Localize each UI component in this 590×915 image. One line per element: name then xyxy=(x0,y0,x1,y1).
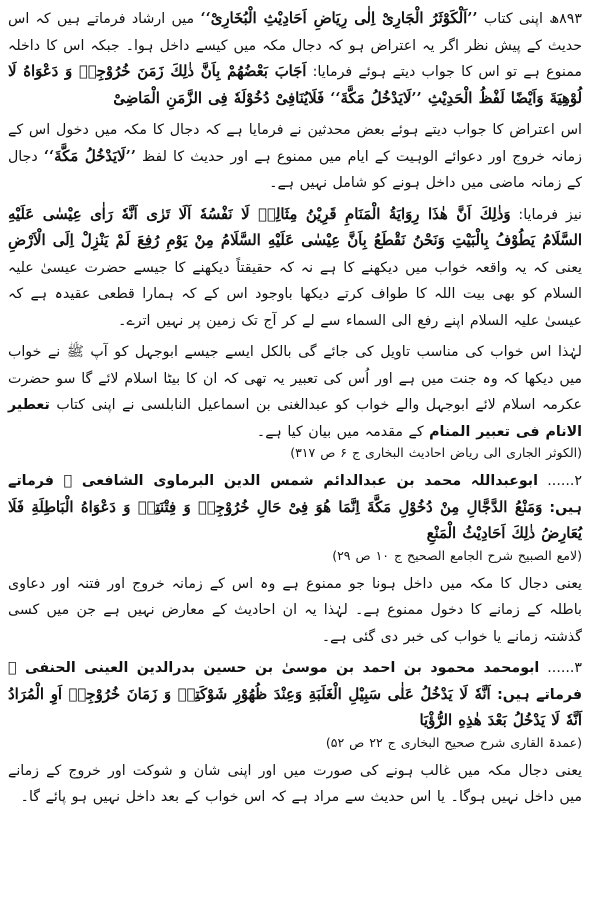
body-text: نیز فرمایا: xyxy=(510,206,582,223)
body-text: اس اعتراض کا جواب دیتے ہوئے بعض محدثین نے فرمایا ہے کہ دجال کا مکہ میں دخول اس کے زمانہ خروج اور دعوائے الوہیت کے ایام میں ممنوع ہے اور حدیث کا لفظ xyxy=(8,122,583,165)
bold-text: ابوعبداللہ محمد بن عبدالدائم شمس الدین البرماوی الشافعی ﷫ فرماتے ہیں: xyxy=(8,473,582,516)
paragraph xyxy=(8,339,582,463)
body-text: ۳...... xyxy=(539,660,582,676)
citation-reference: (الکوثر الجاری الی ریاض احادیث البخاری ج ۶ ص ۳۱۷) xyxy=(290,445,582,460)
paragraph xyxy=(8,655,582,753)
arabic-quote: ’’اَلْكَوْثَرُ الْجَارِیْ اِلٰی رِیَاضِ اَحَادِیْثِ الْبُخَارِیْ‘‘ xyxy=(200,10,478,27)
paragraph xyxy=(8,117,582,197)
paragraph xyxy=(8,202,582,335)
body-text: لہٰذا اس خواب کی مناسب تاویل کی جائے گی بالکل ایسے جیسے ابوجہل کو آپ ﷺ نے خواب میں دیکھا کہ وہ جنت میں ہے اور اُس کی تعبیر یہ تھی کہ ان کا بیٹا اسلام لائے گا سو حضرت عکرمہ اسلام لائے ابوجہل والے خواب کو عبدالغنی بن اسماعیل النابلسی نے اپنی کتاب xyxy=(8,344,582,413)
arabic-quote: اَنَّهٗ لَا یَدْخُلُ عَلٰی سَبِیْلِ الْغَلَبَةِ وَعِنْدَ ظُهُوْرِ شَوْكَتِهٖ وَ زَمَانَ خُرُوْجِهٖ اَوِ الْمُرَادُ اَنَّهٗ لَا یَدْخُلُ بَعْدَ هٰذِهِ الرُّؤْیَا xyxy=(8,685,582,729)
body-text: یعنی دجال مکہ میں غالب ہونے کی صورت میں اور اپنی شان و شوکت اور خروج کے زمانے میں داخل نہیں ہوگا۔ یا اس حدیث سے مراد ہے کہ اس خواب کے بعد داخل نہیں ہو پائے گا۔ xyxy=(8,762,582,805)
body-text: یعنی دجال کا مکہ میں داخل ہونا جو ممنوع ہے وہ اس کے زمانہ خروج اور فتنہ اور دعاوی باطلہ کے زمانے کا دخول ممنوع ہے۔ لہٰذا یہ ان احادیث کے معارض نہیں ہے جن میں کسی گذشتہ زمانے یا خواب کی خبر دی گئی ہے۔ xyxy=(8,575,582,645)
body-text: ۲...... xyxy=(537,473,582,489)
bold-text: ابومحمد محمود بن احمد بن موسیٰ بن حسین بدرالدین العینی الحنفی ﷫ فرماتے ہیں: xyxy=(8,660,582,703)
paragraph xyxy=(8,6,582,112)
arabic-quote: وَمَنْعُ الدَّجَّالِ مِنْ دُخُوْلِ مَكَّةَ اِنَّمَا هُوَ فِیْ حَالِ خُرُوْجِهٖ وَ فِتْنَتِهٖ وَ دَعْوَاهُ الْبَاطِلَةِ فَلَا یُعَارِضُ ذٰلِكَ اَحَادِیْثُ الْمَنْعِ xyxy=(8,498,582,542)
body-text: یعنی کہ یہ واقعہ خواب میں دیکھنے کا ہے نہ کہ حقیقتاً دیکھنے کا جیسے حضرت عیسیٰ علیہ السلام کو بھی بیت اللہ کا طواف کرتے دیکھا باوجود اس کے کہ ہمارا قطعی عقیدہ ہے کہ عیسیٰ علیہ السلام اپنے رفع الی السماء سے لے کر آج تک زمین پر نہیں اترے۔ xyxy=(8,259,582,329)
citation-reference: (عمدۃ القاری شرح صحیح البخاری ج ۲۲ ص ۵۲) xyxy=(325,734,582,750)
body-text: ۸۹۳ھ اپنی کتاب xyxy=(477,11,582,27)
body-text: دجال کے زمانہ ماضی میں داخل ہونے کو شامل نہیں ہے۔ xyxy=(8,148,582,191)
paragraph xyxy=(8,571,582,651)
body-text: کے مقدمہ میں بیان کیا ہے۔ xyxy=(256,423,430,440)
arabic-quote: اَجَابَ بَعْضُهُمْ بِاَنَّ ذٰلِكَ زَمَنَ خُرُوْجِهٖ وَ دَعْوَاهُ لَا لُوْهِیَةَ وَاَیْضًا لَفْظُ الْحَدِیْثِ ’’لَایَدْخُلُ مَكَّةَ‘‘ فَلَایُنَافِیْ دُخُوْلَهٗ فِی الزَّمَنِ الْمَاضِیْ xyxy=(8,63,582,107)
arabic-quote: وَذٰلِكَ اَنَّ هٰذَا رِوَایَةُ الْمَنَامِ قَرِیْنُ مِثَالِهٖ لَا نَفْسُهٗ اَلَا تَرٰی اَنَّهٗ رَاٰی عِیْسٰی عَلَیْهِ السَّلَامُ یَطُوْفُ بِالْبَیْتِ وَنَحْنُ نَقْطَعُ بِاَنَّ عِیْسٰی عَلَیْهِ السَّلَامُ مِنْ یَوْمِ رُفِعَ لَمْ یَنْزِلْ اِلَی الْاَرْضِ xyxy=(8,205,582,249)
paragraph xyxy=(8,758,582,811)
bold-text: تعطیر الانام فی تعبیر المنام xyxy=(8,397,582,440)
body-text: میں ارشاد فرماتے ہیں کہ اس حدیث کے پیش نظر اگر یہ اعتراض ہو کہ دجال مکہ میں کیسے داخل ہوا۔ جبکہ اس کا داخلہ ممنوع ہے تو اس کا جواب دیتے ہوئے فرمایا: xyxy=(8,11,583,80)
citation-reference: (لامع الصبیح شرح الجامع الصحیح ج ۱۰ ص ۲۹) xyxy=(332,547,582,563)
arabic-quote: ’’لَایَدْخُلُ مَكَّةَ‘‘ xyxy=(43,147,136,165)
paragraph xyxy=(8,468,582,566)
